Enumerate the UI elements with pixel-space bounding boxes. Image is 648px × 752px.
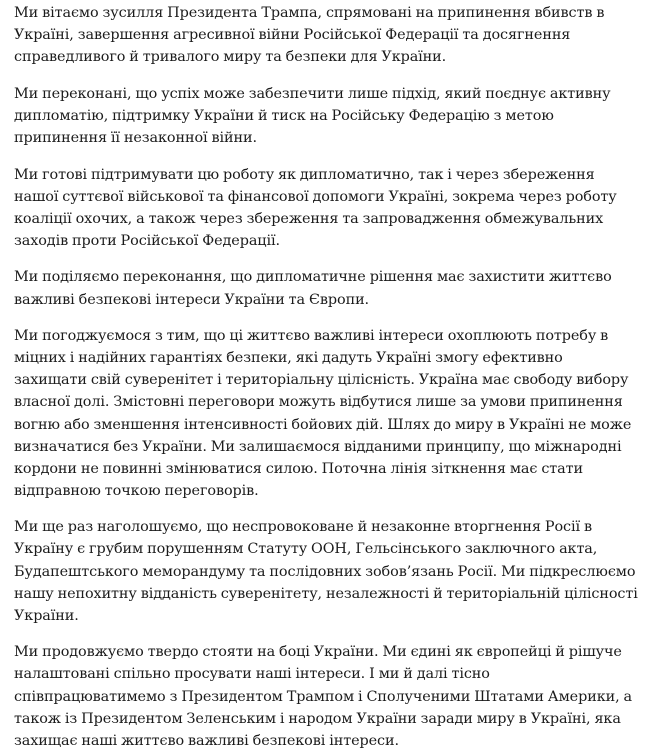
paragraph-5: Ми погоджуємося з тим, що ці життєво важливі інтереси охоплюють потребу в міцних і надійних гарантіях безпеки, які дадуть Україні змогу ефективно захищати свій суверенітет і територіальну цілісність. Україна має свободу вибору власної долі. Змістовні переговори можуть відбутися лише за умови припинення вогню або зменшення інтенсивності бойових дій. Шлях до миру в Україні не може визначатися без України. Ми залишаємося відданими принципу, що міжнародні кордони не повинні змінюватися силою. Поточна лінія зіткнення має стати відправною точкою переговорів. bbox=[14, 328, 632, 499]
paragraph-6: Ми ще раз наголошуємо, що неспровоковане й незаконне вторгнення Росії в Україну є грубим порушенням Статуту ООН, Гельсінського заключного акта, Будапештського меморандуму та послідовних зобов’язань Росії. Ми підкреслюємо нашу непохитну відданість суверенітету, незалежності й територіальній цілісності України. bbox=[14, 519, 638, 624]
paragraph-7: Ми продовжуємо твердо стояти на боці України. Ми єдині як європейці й рішуче налаштовані спільно просувати наші інтереси. І ми й далі тісно співпрацюватимемо з Президентом Трампом і Сполученими Штатами Америки, а також із Президентом Зеленським і народом України заради миру в Україні, яка захищає наші життєво важливі безпекові інтереси. bbox=[14, 644, 633, 749]
paragraph-2: Ми переконані, що успіх може забезпечити лише підхід, який поєднує активну дипломатію, підтримку України й тиск на Російську Федерацію з метою припинення її незаконної війни. bbox=[14, 85, 611, 146]
paragraph-4: Ми поділяємо переконання, що дипломатичне рішення має захистити життєво важливі безпекові інтереси України та Європи. bbox=[14, 269, 612, 308]
paragraph-1: Ми вітаємо зусилля Президента Трампа, спрямовані на припинення вбивств в Україні, завершення агресивної війни Російської Федерації та досягнення справедливого й тривалого миру та безпеки для України. bbox=[14, 5, 605, 66]
paragraph-3: Ми готові підтримувати цю роботу як дипломатично, так і через збереження нашої суттєвої військової та фінансової допомоги Україні, зокрема через роботу коаліції охочих, а також через збереження та запровадження обмежувальних заходів проти Російської Федерації. bbox=[14, 166, 617, 249]
